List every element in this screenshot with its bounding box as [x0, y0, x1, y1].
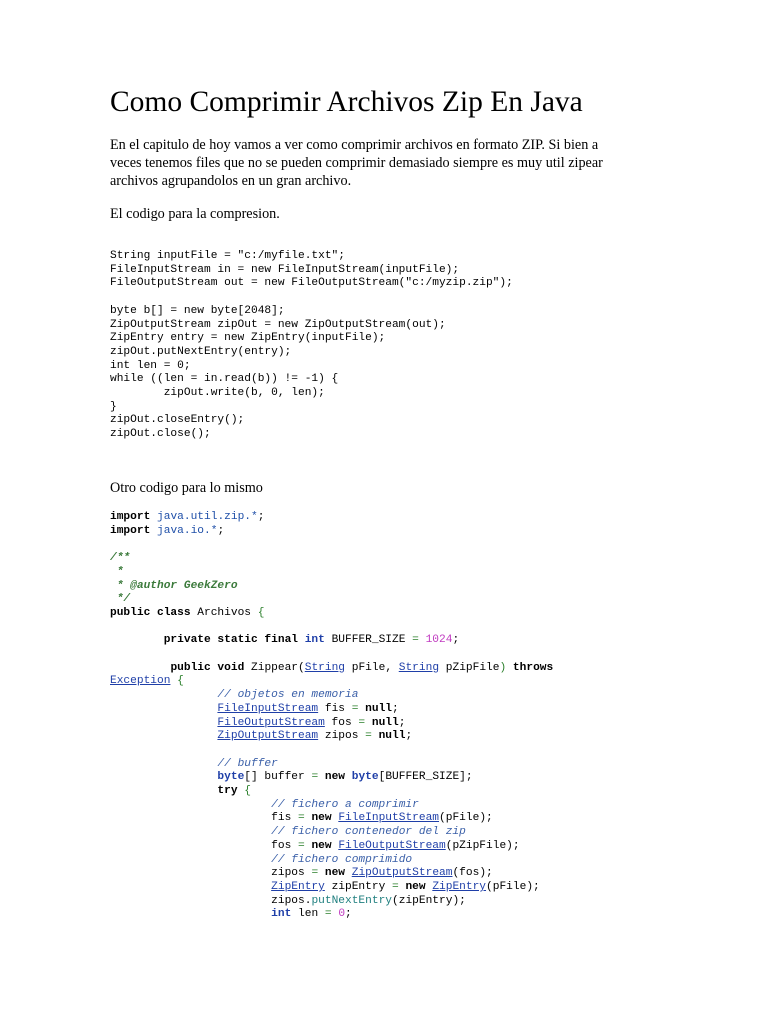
- code-line: try {: [217, 785, 252, 798]
- code-line: FileOutputStream out = new FileOutputStream("c:/myzip.zip");: [110, 277, 513, 290]
- code-line: import java.io.*;: [110, 524, 225, 537]
- code-block-2: [110, 511, 553, 922]
- code-line: String inputFile = "c:/myfile.txt";: [110, 250, 345, 262]
- intro-line-2: veces tenemos files que no se pueden comprimir demasiado siempre es muy util zipear: [110, 155, 603, 171]
- code-line-blank: [110, 291, 513, 305]
- code-line: */: [110, 593, 131, 606]
- intro-line-1: En el capitulo de hoy vamos a ver como comprimir archivos en formato ZIP. Si bien a: [110, 137, 599, 153]
- code-line: ZipOutputStream zipos = null;: [217, 730, 413, 743]
- code-line: public void Zippear(String pFile, String pZipFile) throws: [170, 661, 554, 674]
- intro-line-3: archivos agrupandolos en un gran archivo.: [110, 173, 352, 189]
- code-line-blank: [110, 648, 553, 662]
- code-line: FileOutputStream fos = null;: [217, 716, 406, 729]
- code-line: ZipEntry zipEntry = new ZipEntry(pFile);: [271, 880, 540, 893]
- section-label-alternative: Otro codigo para lo mismo: [110, 480, 263, 496]
- code-line: zipos.putNextEntry(zipEntry);: [271, 894, 466, 907]
- code-line: // objetos en memoria: [217, 689, 359, 702]
- code-line: // buffer: [217, 757, 278, 770]
- code-line: *: [110, 565, 124, 578]
- code-line: ZipOutputStream zipOut = new ZipOutputStream(out);: [110, 318, 446, 331]
- code-line: zipOut.putNextEntry(entry);: [110, 345, 292, 358]
- code-line: }: [110, 400, 117, 413]
- code-line: // fichero comprimido: [271, 853, 413, 866]
- code-line: import java.util.zip.*;: [110, 511, 265, 523]
- code-line: zipos = new ZipOutputStream(fos);: [271, 867, 493, 880]
- code-line: zipOut.close();: [110, 428, 211, 441]
- code-line: zipOut.closeEntry();: [110, 414, 245, 427]
- code-line: zipOut.write(b, 0, len);: [110, 387, 325, 400]
- code-line: int len = 0;: [110, 359, 191, 372]
- code-line: ZipEntry entry = new ZipEntry(inputFile);: [110, 332, 386, 345]
- section-label-compression: El codigo para la compresion.: [110, 206, 280, 222]
- code-line: FileInputStream in = new FileInputStream(inputFile);: [110, 263, 460, 276]
- code-line-blank: [110, 538, 553, 552]
- code-line: while ((len = in.read(b)) != -1) {: [110, 373, 339, 386]
- code-line: byte b[] = new byte[2048];: [110, 304, 285, 317]
- code-line: FileInputStream fis = null;: [217, 702, 399, 715]
- code-line: private static final int BUFFER_SIZE = 1024;: [163, 634, 460, 647]
- page-title: Como Comprimir Archivos Zip En Java: [110, 86, 583, 118]
- code-line: // fichero a comprimir: [271, 798, 419, 811]
- code-line-blank: [110, 744, 553, 758]
- code-line: byte[] buffer = new byte[BUFFER_SIZE];: [217, 771, 473, 784]
- code-line: /**: [110, 552, 131, 565]
- code-line: * @author GeekZero: [110, 579, 238, 592]
- code-line: // fichero contenedor del zip: [271, 826, 466, 839]
- code-block-1: [110, 250, 513, 442]
- code-line: int len = 0;: [271, 908, 352, 921]
- code-line: fos = new FileOutputStream(pZipFile);: [271, 839, 520, 852]
- code-line: fis = new FileInputStream(pFile);: [271, 812, 493, 825]
- code-line: Exception {: [110, 675, 184, 688]
- code-line: public class Archivos {: [110, 606, 265, 619]
- code-line-blank: [110, 621, 553, 635]
